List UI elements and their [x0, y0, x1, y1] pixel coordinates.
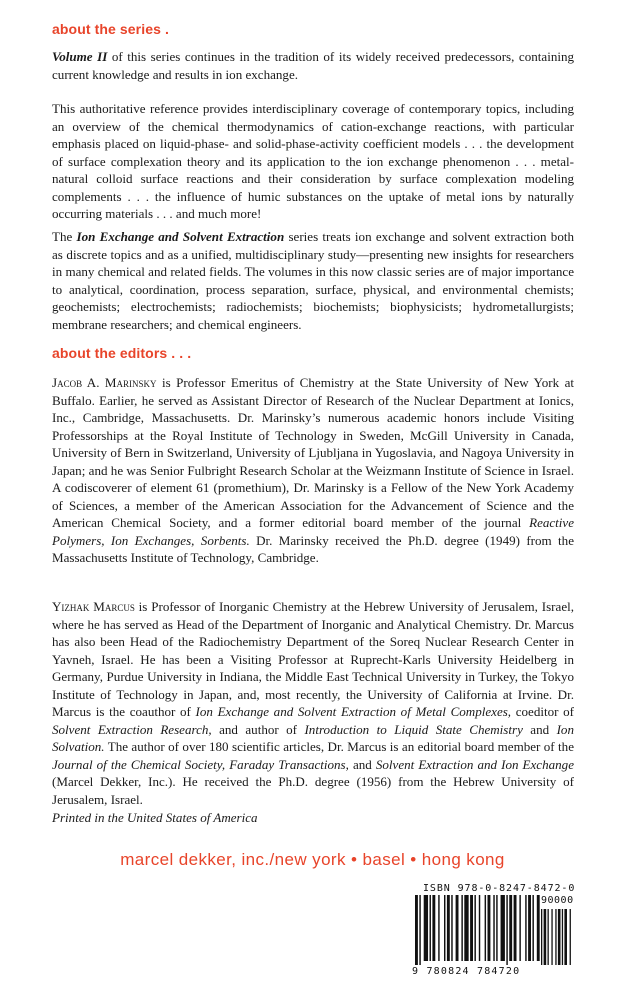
- marcus-text-4: and: [522, 721, 557, 737]
- series-paragraph-2: This authoritative reference provides interdisciplinary coverage of contemporary topics, including an overview of the chemical thermodynamics of cation-exchange reactions, with particular emphasis placed on liquid-phase- and solid-phase-activity coefficient models . . . the development of surface complexation theory and its application to the ion exchange phenomenon . . . metal-natural colloid surface reactions and their consideration by surface complexation modeling complements . . . the influence of humic substances on the uptake of metal ions by naturally occurring materials . . . and much more!: [52, 101, 574, 221]
- barcode-addon-bar: [551, 909, 552, 965]
- barcode-bar: [479, 895, 480, 961]
- barcode-addon-bar: [558, 909, 561, 965]
- series-p3-text: series treats ion exchange and solvent extraction both as discrete topics and as a unified, multidisciplinary study—presenting new insights for researchers in many chemical and related fields. The volumes in this now classic series are of major importance to analytical, coordination, process separation, surface, physical, and environmental chemists; geochemists; electrochemists; radiochemists; biochemists; biophysicists; hydrometallurgists; membrane researchers; and chemical engineers.: [52, 229, 574, 332]
- barcode-bar: [509, 895, 512, 961]
- barcode-bar: [528, 895, 531, 961]
- barcode-bar: [488, 895, 491, 961]
- marcus-text-3: and author of: [211, 721, 305, 737]
- publisher-city-basel: basel: [362, 850, 406, 869]
- ean-number: 9 780824 784720: [412, 966, 521, 977]
- barcode-bar: [415, 895, 418, 965]
- marcus-book-3: Introduction to Liquid State Chemistry: [304, 721, 523, 737]
- barcode-addon-bar: [570, 909, 571, 965]
- barcode-bar: [456, 895, 459, 961]
- barcode-bar: [525, 895, 526, 961]
- marcus-bio: [52, 598, 574, 808]
- barcode-bar: [419, 895, 420, 965]
- barcode-bar: [485, 895, 486, 961]
- barcode-addon-bar: [548, 909, 549, 965]
- marcus-journal-1: Journal of the Chemical Society, Faraday Transactions,: [52, 756, 349, 772]
- marinsky-name: Jacob A. Marinsky: [52, 375, 157, 390]
- isbn-label: ISBN 978-0-8247-8472-0: [423, 883, 576, 894]
- barcode-bar: [493, 895, 494, 961]
- barcode-bar: [470, 895, 473, 961]
- barcode-bar: [461, 895, 462, 961]
- barcode-addon-bar: [544, 909, 547, 965]
- volume-title: Volume II: [52, 49, 108, 64]
- barcode-bar: [451, 895, 452, 961]
- series-title: Ion Exchange and Solvent Extraction: [76, 229, 285, 244]
- barcode-bar: [514, 895, 517, 961]
- barcode-addon-bar: [564, 909, 567, 965]
- barcode-bar: [474, 895, 475, 961]
- bullet-icon: •: [410, 850, 417, 869]
- barcode-bar: [506, 895, 507, 965]
- marinsky-bio: [52, 374, 574, 567]
- barcode-bar: [532, 895, 533, 961]
- series-heading: about the series .: [52, 21, 169, 37]
- barcode-addon-bar: [541, 909, 542, 965]
- publisher-imprint: [0, 850, 625, 870]
- marcus-book-1: Ion Exchange and Solvent Extraction of Metal Complexes,: [195, 704, 512, 719]
- series-paragraph-1: [52, 48, 574, 83]
- marcus-text-2: coeditor of: [511, 704, 574, 719]
- series-paragraph-3: [52, 228, 574, 333]
- bullet-icon: •: [351, 850, 358, 869]
- marcus-book-4: Ion Solvation.: [52, 721, 574, 754]
- marcus-text-5: The author of over 180 scientific articles, Dr. Marcus is an editorial board member of the: [104, 739, 574, 754]
- marinsky-text-1: is Professor Emeritus of Chemistry at the State University of New York at Buffalo. Earlier, he served as Assistant Director of Research of the Nuclear Department at Ionics, Inc., Cambridge, Massachusetts. Dr. Marinsky’s numerous academic honors include Visiting Professorships at the Royal Institute of Technology in Sweden, McGill University in Canada, University of Bern in Switzerland, University of Ljubljana in Yugoslavia, and Nagoya University in Japan; and he was Senior Fulbright Research Scholar at the Weizmann Institute of Science in Israel. A codiscoverer of element 61 (promethium), Dr. Marinsky is a Fellow of the New York Academy of Sciences, a member of the American Association for the Advancement of Science and the American Chemical Society, and a former editorial board member of the journal: [52, 375, 574, 530]
- marcus-book-2: Solvent Extraction Research,: [52, 721, 212, 737]
- series-p3-pre: The: [52, 229, 77, 244]
- barcode-bar: [464, 895, 468, 961]
- editors-heading: about the editors . . .: [52, 345, 192, 361]
- series-p1-text: of this series continues in the tradition of its widely received predecessors, containing current knowledge and results in ion exchange.: [52, 49, 575, 82]
- barcode-bar: [519, 895, 520, 961]
- barcode-bar: [444, 895, 445, 961]
- printed-note: Printed in the United States of America: [52, 810, 258, 825]
- marcus-text-6: and: [348, 756, 376, 772]
- marcus-journal-2: Solvent Extraction and Ion Exchange: [375, 756, 574, 772]
- marcus-text-7: (Marcel Dekker, Inc.). He received the Ph.D. degree (1956) from the Hebrew University of Jerusalem, Israel.: [52, 774, 574, 807]
- publisher-city-hong-kong: hong kong: [421, 850, 505, 869]
- marcus-text-1: is Professor of Inorganic Chemistry at the Hebrew University of Jerusalem, Israel, where he has served as Head of the Department of Inorganic and Analytical Chemistry. Dr. Marcus has also been Head of the Radiochemistry Department of the Soreq Nuclear Research Center in Yavneh, Israel. He has been a Visiting Professor at Ruprecht-Karls University Heidelberg in Germany, Purdue University in Indiana, the Middle East Technical University in Turkey, the Tokyo Institute of Technology in Japan, and, most recently, the University of California at Irvine. Dr. Marcus is the coauthor of: [52, 599, 574, 719]
- publisher-name: marcel dekker, inc./new york: [120, 850, 346, 869]
- barcode-bar: [430, 895, 431, 961]
- price-code: 90000: [541, 895, 574, 906]
- barcode-bar: [424, 895, 428, 961]
- barcode-bar: [496, 895, 497, 961]
- barcode-bar: [432, 895, 435, 961]
- barcode-bar: [447, 895, 450, 961]
- marinsky-text-2: Dr. Marinsky received the Ph.D. degree (1949) from the Massachusetts Institute of Technology, Cambridge.: [52, 532, 574, 565]
- barcode-bar: [501, 895, 505, 961]
- barcode-bar: [438, 895, 439, 961]
- barcode-addon-bar: [562, 909, 563, 965]
- marinsky-journal: Reactive Polymers, Ion Exchanges, Sorbents.: [52, 515, 574, 548]
- marcus-name: Yizhak Marcus: [52, 599, 135, 614]
- barcode-addon-bar: [555, 909, 556, 965]
